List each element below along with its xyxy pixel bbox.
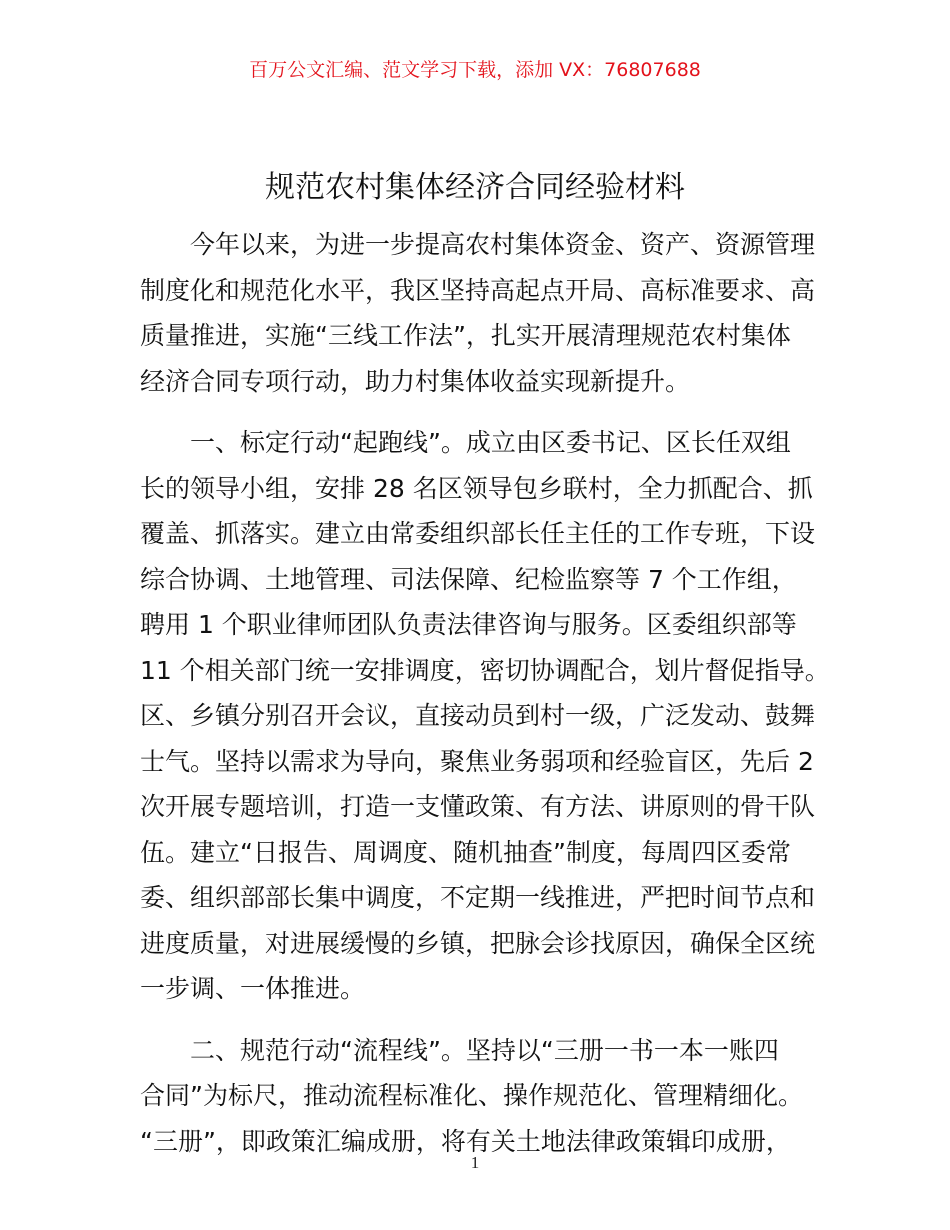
paragraph-intro xyxy=(140,222,820,404)
promo-header: 百万公文汇编、范文学习下载，添加 VX：76807688 xyxy=(249,59,701,81)
paragraph-section-2 xyxy=(140,1028,820,1165)
paragraph-line: 今年以来，为进一步提高农村集体资金、资产、资源管理 xyxy=(140,230,816,259)
paragraph-line: “三册”，即政策汇编成册，将有关土地法律政策辑印成册， xyxy=(140,1126,791,1156)
paragraph-line: 聘用 1 个职业律师团队负责法律咨询与服务。区委组织部等 xyxy=(140,610,797,639)
paragraph-line: 一步调、一体推进。 xyxy=(140,974,366,1003)
page-number: 1 xyxy=(470,1153,480,1172)
document-title: 规范农村集体经济合同经验材料 xyxy=(265,170,685,205)
paragraph-line: 委、组织部部长集中调度，不定期一线推进，严把时间节点和 xyxy=(140,883,816,912)
paragraph-line: 一、标定行动“起跑线”。成立由区委书记、区长任双组 xyxy=(140,428,791,457)
paragraph-line: 士气。坚持以需求为导向，聚焦业务弱项和经验盲区，先后 2 xyxy=(140,746,814,776)
document-body xyxy=(140,222,830,1164)
paragraph-line: 经济合同专项行动，助力村集体收益实现新提升。 xyxy=(140,366,691,396)
paragraph-line: 二、规范行动“流程线”。坚持以“三册一书一本一账四 xyxy=(140,1035,779,1065)
paragraph-line: 覆盖、抓落实。建立由常委组织部长任主任的工作专班，下设 xyxy=(140,519,816,548)
paragraph-line: 长的领导小组，安排 28 名区领导包乡联村，全力抓配合、抓 xyxy=(140,473,813,503)
paragraph-line: 制度化和规范化水平，我区坚持高起点开局、高标准要求、高 xyxy=(140,275,816,305)
paragraph-line: 合同”为标尺，推动流程标准化、操作规范化、管理精细化。 xyxy=(140,1081,803,1110)
paragraph-line: 伍。建立“日报告、周调度、随机抽查”制度，每周四区委常 xyxy=(140,837,791,867)
paragraph-line: 11 个相关部门统一安排调度，密切协调配合，划片督促指导。 xyxy=(140,655,830,685)
paragraph-line: 综合协调、土地管理、司法保障、纪检监察等 7 个工作组， xyxy=(140,564,797,594)
paragraph-line: 次开展专题培训，打造一支懂政策、有方法、讲原则的骨干队 xyxy=(140,792,816,821)
paragraph-section-1 xyxy=(140,420,830,1012)
paragraph-line: 进度质量，对进展缓慢的乡镇，把脉会诊找原因，确保全区统 xyxy=(140,928,816,958)
paragraph-line: 区、乡镇分别召开会议，直接动员到村一级，广泛发动、鼓舞 xyxy=(140,701,816,730)
paragraph-line: 质量推进，实施“三线工作法”，扎实开展清理规范农村集体 xyxy=(140,321,791,350)
